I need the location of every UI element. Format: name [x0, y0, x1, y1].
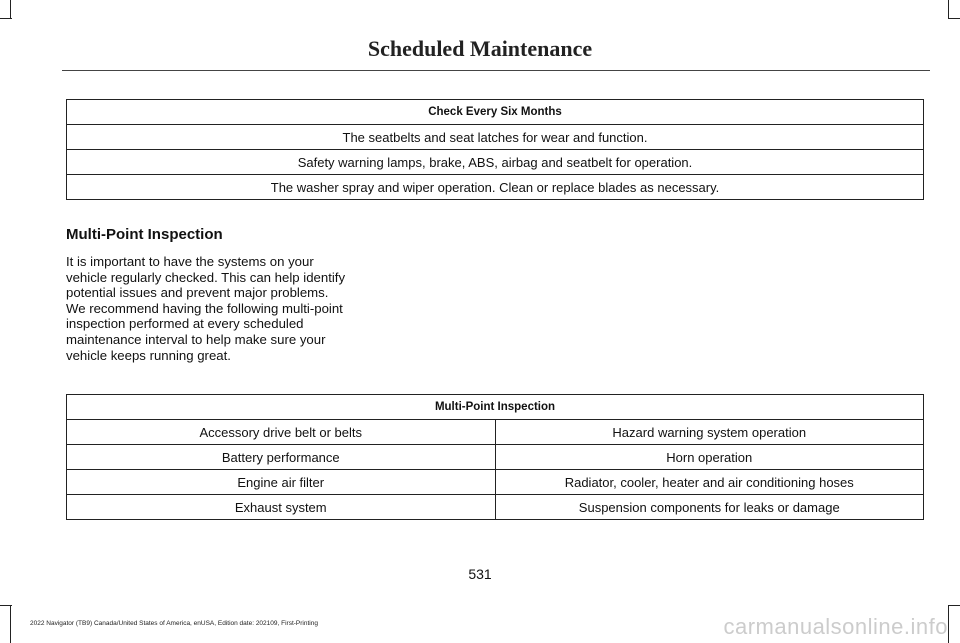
header-divider [62, 70, 930, 71]
table-row [67, 470, 924, 495]
crop-mark [0, 605, 12, 606]
crop-mark [0, 18, 12, 19]
crop-mark [10, 605, 11, 643]
table-cell: The washer spray and wiper operation. Clean or replace blades as necessary. [67, 175, 924, 200]
table-title: Multi-Point Inspection [67, 395, 924, 420]
table-cell: Hazard warning system operation [495, 420, 924, 445]
table-cell: Safety warning lamps, brake, ABS, airbag and seatbelt for operation. [67, 150, 924, 175]
crop-mark [948, 0, 949, 18]
table-row [67, 175, 924, 200]
footer-text: 2022 Navigator (TB9) Canada/United States of America, enUSA, Edition date: 202109, First-Printing [30, 620, 318, 627]
crop-mark [948, 18, 960, 19]
table-cell: Accessory drive belt or belts [67, 420, 496, 445]
page-title: Scheduled Maintenance [367, 36, 593, 61]
page-number: 531 [468, 566, 492, 582]
table-title: Check Every Six Months [67, 100, 924, 125]
table-row [67, 125, 924, 150]
crop-mark [10, 0, 11, 18]
table-row [67, 150, 924, 175]
table-cell: The seatbelts and seat latches for wear and function. [67, 125, 924, 150]
table-cell: Radiator, cooler, heater and air conditioning hoses [495, 470, 924, 495]
section-heading: Multi-Point Inspection [66, 226, 223, 243]
crop-mark [948, 605, 949, 643]
table-cell: Exhaust system [67, 495, 496, 520]
table-row [67, 420, 924, 445]
watermark: carmanualsonline.info [723, 614, 948, 639]
table-cell: Engine air filter [67, 470, 496, 495]
table-cell: Battery performance [67, 445, 496, 470]
section-body: It is important to have the systems on your vehicle regularly checked. This can help identify potential issues and prevent major problems. We recommend having the following multi-point inspection performed at every scheduled maintenance interval to help make sure your vehicle keeps running great. [66, 254, 346, 363]
crop-mark [948, 605, 960, 606]
multi-point-inspection-table [66, 394, 924, 520]
table-cell: Suspension components for leaks or damage [495, 495, 924, 520]
table-row [67, 495, 924, 520]
table-cell: Horn operation [495, 445, 924, 470]
six-month-check-table [66, 99, 924, 200]
table-row [67, 445, 924, 470]
